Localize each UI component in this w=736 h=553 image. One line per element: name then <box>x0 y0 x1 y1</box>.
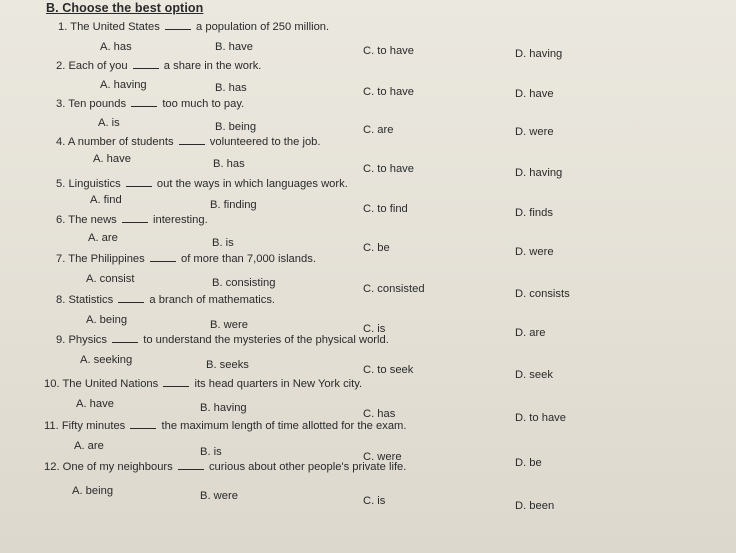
option-a[interactable]: A. being <box>86 314 128 326</box>
option-c[interactable]: C. is <box>363 495 386 507</box>
question-stem-start: Each of you <box>68 60 131 72</box>
option-b[interactable]: B. have <box>215 41 253 53</box>
option-b[interactable]: B. seeks <box>206 359 249 371</box>
answer-blank[interactable] <box>165 20 191 30</box>
option-b[interactable]: B. being <box>215 121 257 133</box>
answer-blank[interactable] <box>131 97 157 107</box>
question-stem-end: too much to pay. <box>159 98 245 110</box>
question-stem-start: Fifty minutes <box>61 420 129 432</box>
question-stem-end: to understand the mysteries of the physical world. <box>140 334 389 346</box>
question-1 <box>58 20 329 34</box>
option-c[interactable]: C. consisted <box>363 283 425 295</box>
option-d[interactable]: D. be <box>515 457 542 469</box>
option-d[interactable]: D. are <box>515 327 546 339</box>
question-stem-start: The news <box>68 214 120 226</box>
answer-blank[interactable] <box>179 135 205 145</box>
question-3 <box>56 97 244 111</box>
section-title: B. Choose the best option <box>46 1 204 15</box>
question-number: 4. <box>56 136 68 148</box>
answer-blank[interactable] <box>133 59 159 69</box>
option-a[interactable]: A. have <box>93 153 131 165</box>
answer-blank[interactable] <box>150 252 176 262</box>
option-c[interactable]: C. to seek <box>363 364 414 376</box>
option-a[interactable]: A. are <box>74 440 104 452</box>
answer-blank[interactable] <box>118 293 144 303</box>
question-stem-end: volunteered to the job. <box>206 136 321 148</box>
option-a[interactable]: A. are <box>88 232 118 244</box>
question-number: 12. <box>44 461 63 473</box>
answer-blank[interactable] <box>163 377 189 387</box>
option-c[interactable]: C. to have <box>363 45 414 57</box>
question-stem-end: a population of 250 million. <box>192 21 330 33</box>
question-stem-start: Statistics <box>68 294 117 306</box>
option-d[interactable]: D. having <box>515 167 563 179</box>
option-b[interactable]: B. consisting <box>212 277 276 289</box>
option-a[interactable]: A. seeking <box>80 354 133 366</box>
option-b[interactable]: B. has <box>213 158 245 170</box>
question-stem-start: Ten pounds <box>68 98 130 110</box>
option-d[interactable]: D. have <box>515 88 554 100</box>
option-d[interactable]: D. seek <box>515 369 553 381</box>
question-stem-start: The United Nations <box>62 378 162 390</box>
question-stem-end: curious about other people's private life. <box>205 461 407 473</box>
option-d[interactable]: D. were <box>515 126 554 138</box>
question-number: 11. <box>44 420 62 432</box>
question-stem-start: The Philippines <box>68 253 148 265</box>
question-number: 8. <box>56 294 69 306</box>
question-stem-end: a branch of mathematics. <box>146 294 276 306</box>
option-c[interactable]: C. to have <box>363 86 414 98</box>
question-stem-start: One of my neighbours <box>62 461 176 473</box>
answer-blank[interactable] <box>112 333 138 343</box>
option-a[interactable]: A. has <box>100 41 132 53</box>
question-number: 2. <box>56 60 69 72</box>
option-a[interactable]: A. having <box>100 79 147 91</box>
option-d[interactable]: D. consists <box>515 288 570 300</box>
answer-blank[interactable] <box>126 177 152 187</box>
question-number: 9. <box>56 334 69 346</box>
question-stem-end: its head quarters in New York city. <box>191 378 363 390</box>
question-stem-end: of more than 7,000 islands. <box>177 253 316 265</box>
option-b[interactable]: B. having <box>200 402 247 414</box>
option-b[interactable]: B. is <box>200 446 222 458</box>
question-number: 3. <box>56 98 69 110</box>
question-2 <box>56 59 261 73</box>
option-c[interactable]: C. is <box>363 323 386 335</box>
question-4 <box>56 135 321 149</box>
option-a[interactable]: A. consist <box>86 273 135 285</box>
answer-blank[interactable] <box>178 460 204 470</box>
option-b[interactable]: B. were <box>210 319 248 331</box>
option-b[interactable]: B. is <box>212 237 234 249</box>
question-stem-start: The United States <box>70 21 163 33</box>
option-d[interactable]: D. were <box>515 246 554 258</box>
question-6 <box>56 213 208 227</box>
option-d[interactable]: D. finds <box>515 207 553 219</box>
option-b[interactable]: B. has <box>215 82 247 94</box>
option-c[interactable]: C. to find <box>363 203 408 215</box>
option-c[interactable]: C. to have <box>363 163 414 175</box>
question-5 <box>56 177 348 191</box>
answer-blank[interactable] <box>122 213 148 223</box>
option-a[interactable]: A. being <box>72 485 114 497</box>
question-number: 5. <box>56 178 69 190</box>
question-stem-end: out the ways in which languages work. <box>153 178 348 190</box>
question-11 <box>44 419 406 433</box>
question-stem-end: a share in the work. <box>160 60 262 72</box>
option-d[interactable]: D. to have <box>515 412 566 424</box>
option-a[interactable]: A. have <box>76 398 114 410</box>
question-12 <box>44 460 406 474</box>
option-c[interactable]: C. has <box>363 408 396 420</box>
option-c[interactable]: C. are <box>363 124 394 136</box>
question-7 <box>56 252 316 266</box>
option-d[interactable]: D. having <box>515 48 563 60</box>
option-c[interactable]: C. were <box>363 451 402 463</box>
question-stem-start: Linguistics <box>68 178 124 190</box>
question-10 <box>44 377 362 391</box>
question-8 <box>56 293 275 307</box>
option-b[interactable]: B. were <box>200 490 238 502</box>
question-number: 10. <box>44 378 63 390</box>
option-b[interactable]: B. finding <box>210 199 257 211</box>
question-number: 1. <box>58 21 71 33</box>
question-stem-start: A number of students <box>67 136 177 148</box>
option-d[interactable]: D. been <box>515 500 555 512</box>
answer-blank[interactable] <box>130 419 156 429</box>
option-a[interactable]: A. is <box>98 117 120 129</box>
question-9 <box>56 333 389 347</box>
question-number: 7. <box>56 253 69 265</box>
question-stem-start: Physics <box>68 334 111 346</box>
question-stem-end: the maximum length of time allotted for the exam. <box>158 420 407 432</box>
question-stem-end: interesting. <box>149 214 208 226</box>
option-c[interactable]: C. be <box>363 242 390 254</box>
option-a[interactable]: A. find <box>90 194 122 206</box>
question-number: 6. <box>56 214 69 226</box>
